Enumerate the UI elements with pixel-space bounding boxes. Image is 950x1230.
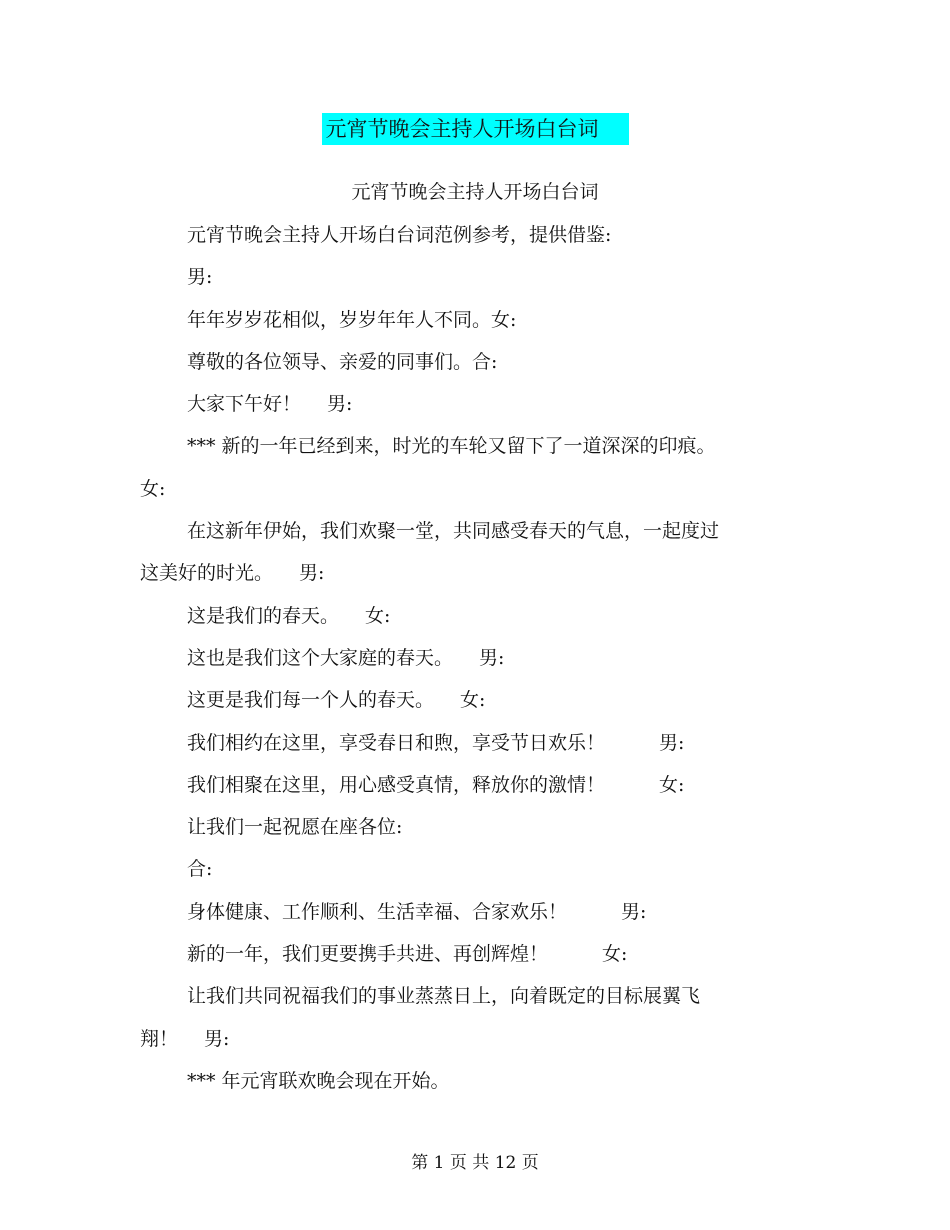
line-text: 这也是我们这个大家庭的春天。 bbox=[187, 646, 454, 669]
script-line bbox=[140, 220, 780, 250]
script-line bbox=[140, 516, 780, 546]
script-line bbox=[140, 601, 780, 631]
script-line bbox=[140, 474, 780, 504]
line-text: 元宵节晚会主持人开场白台词范例参考，提供借鉴: bbox=[187, 224, 612, 246]
line-text: 在这新年伊始，我们欢聚一堂，共同感受春天的气息，一起度过 bbox=[187, 520, 720, 543]
line-text: 我们相约在这里，享受春日和煦，享受节日欢乐！ bbox=[187, 731, 606, 754]
line-text: 大家下午好！ bbox=[187, 393, 302, 416]
script-line bbox=[140, 728, 780, 758]
script-line bbox=[140, 939, 780, 969]
script-line bbox=[140, 854, 780, 884]
line-text: 让我们共同祝福我们的事业蒸蒸日上，向着既定的目标展翼飞 bbox=[187, 985, 701, 1008]
title-container bbox=[0, 113, 950, 145]
line-text: 让我们一起祝愿在座各位: bbox=[187, 816, 403, 839]
line-text: 这美好的时光。 bbox=[140, 562, 274, 585]
speaker-label: 男: bbox=[659, 731, 685, 754]
script-line bbox=[140, 812, 780, 842]
line-text: 年年岁岁花相似，岁岁年年人不同。女: bbox=[187, 308, 517, 331]
line-text: 合: bbox=[187, 858, 213, 881]
script-line bbox=[140, 897, 780, 927]
speaker-label: 男: bbox=[327, 393, 353, 416]
script-line bbox=[140, 685, 780, 715]
line-text: 身体健康、工作顺利、生活幸福、合家欢乐！ bbox=[187, 900, 568, 923]
document-subtitle: 元宵节晚会主持人开场白台词 bbox=[351, 181, 599, 203]
line-text: 女: bbox=[140, 477, 166, 500]
script-line bbox=[140, 262, 780, 292]
speaker-label: 男: bbox=[621, 900, 647, 923]
line-text: *** 年元宵联欢晚会现在开始。 bbox=[187, 1069, 450, 1092]
document-title: 元宵节晚会主持人开场白台词 bbox=[322, 113, 629, 145]
script-line bbox=[140, 1066, 780, 1096]
line-text: 这是我们的春天。 bbox=[187, 604, 340, 627]
speaker-label: 女: bbox=[659, 773, 685, 796]
speaker-label: 女: bbox=[365, 604, 391, 627]
script-line bbox=[140, 305, 780, 335]
script-line bbox=[140, 347, 780, 377]
script-line bbox=[140, 770, 780, 800]
speaker-label: 男: bbox=[204, 1027, 230, 1050]
script-line bbox=[140, 558, 780, 588]
page-footer: 第 1 页 共 12 页 bbox=[411, 1153, 539, 1173]
script-line bbox=[140, 981, 780, 1011]
script-body bbox=[140, 220, 780, 1108]
speaker-label: 女: bbox=[460, 689, 486, 712]
line-text: 新的一年，我们更要携手共进、再创辉煌！ bbox=[187, 943, 549, 966]
script-line bbox=[140, 389, 780, 419]
script-line bbox=[140, 431, 780, 461]
line-text: 男: bbox=[187, 266, 213, 289]
speaker-label: 女: bbox=[602, 943, 628, 966]
line-text: *** 新的一年已经到来，时光的车轮又留下了一道深深的印痕。 bbox=[187, 435, 716, 458]
script-line bbox=[140, 643, 780, 673]
speaker-label: 男: bbox=[299, 562, 325, 585]
line-text: 我们相聚在这里，用心感受真情，释放你的激情！ bbox=[187, 773, 606, 796]
speaker-label: 男: bbox=[479, 646, 505, 669]
line-text: 尊敬的各位领导、亲爱的同事们。合: bbox=[187, 350, 498, 373]
line-text: 翔！ bbox=[140, 1027, 179, 1050]
script-line bbox=[140, 1024, 780, 1054]
line-text: 这更是我们每一个人的春天。 bbox=[187, 689, 435, 712]
